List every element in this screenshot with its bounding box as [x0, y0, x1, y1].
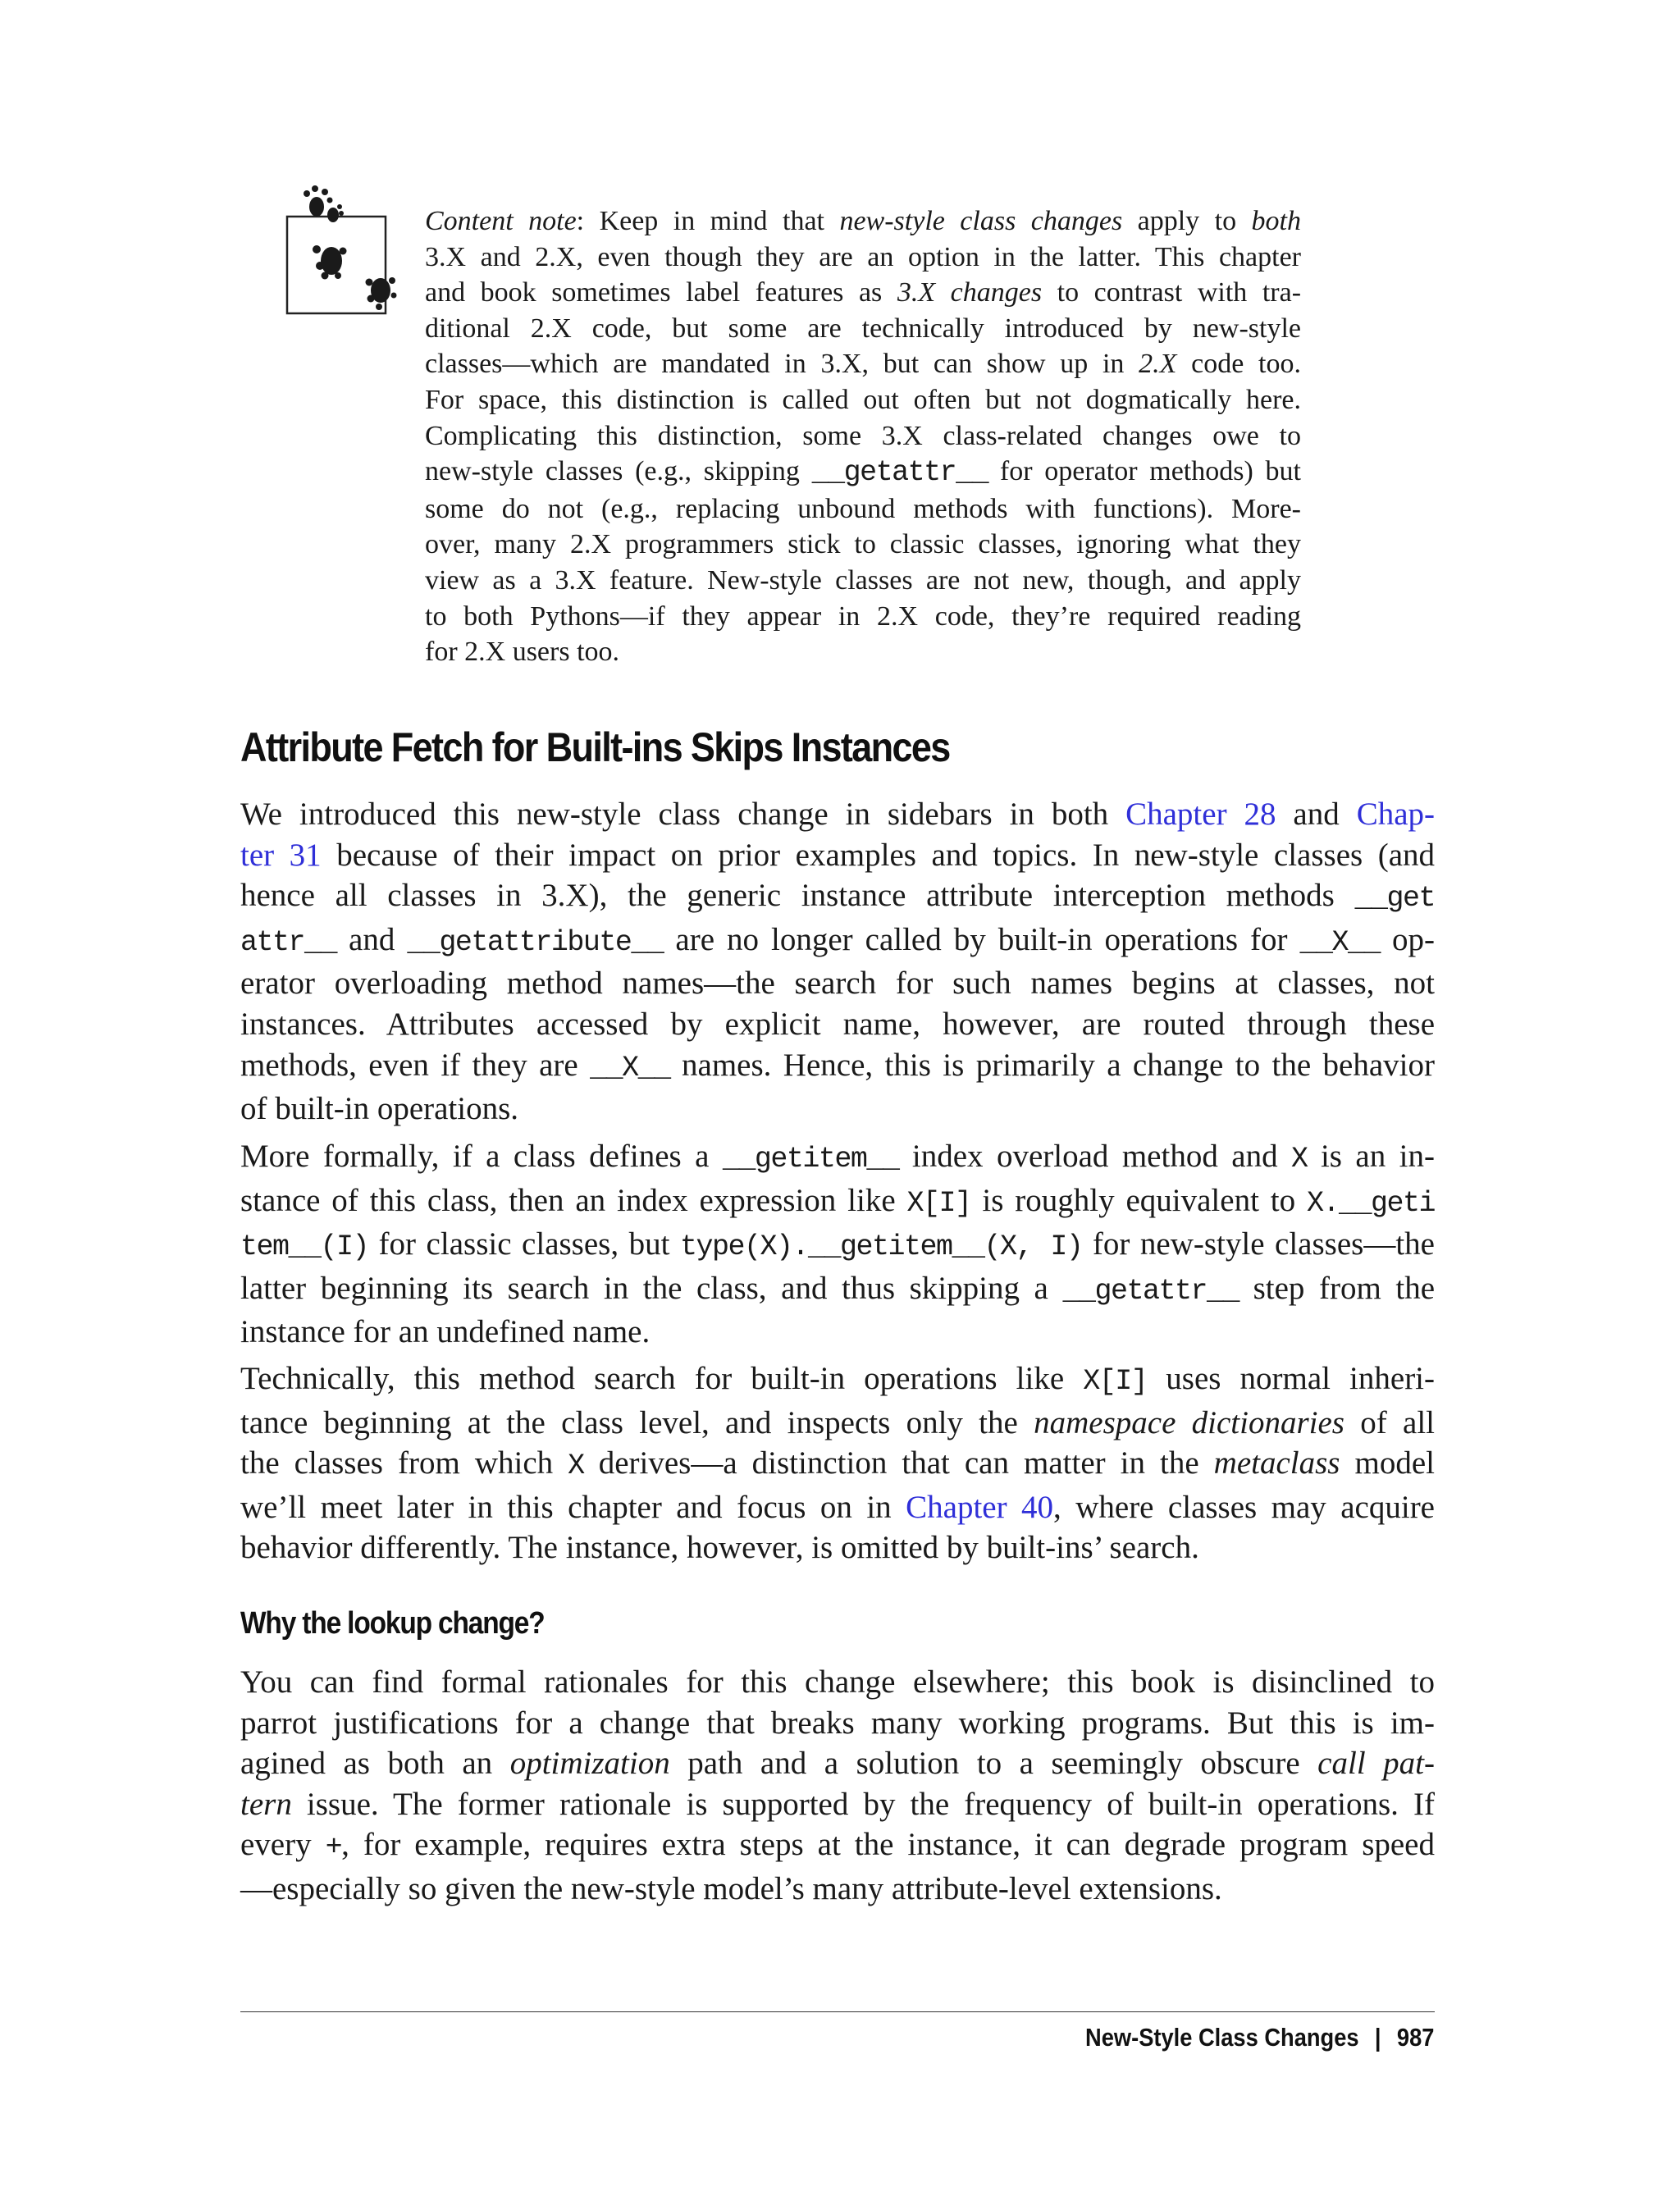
note-line: to both Pythons—if they appear in 2.X code, they’re required reading — [425, 600, 1301, 632]
page-number: 987 — [1396, 2023, 1434, 2052]
text-line: every +, for example, requires extra steps at the instance, it can degrade program speed — [240, 1827, 1435, 1865]
text-line: behavior differently. The instance, however, is omitted by built-ins’ search. — [240, 1530, 1199, 1566]
note-line: Complicating this distinction, some 3.X class-related changes owe to — [425, 420, 1301, 451]
note-line: some do not (e.g., replacing unbound methods with functions). More- — [425, 493, 1301, 524]
paragraph-1 — [240, 794, 1435, 1130]
text-line: latter beginning its search in the class, and thus skipping a __getattr__ step from the — [240, 1270, 1436, 1308]
note-line: Content note: Keep in mind that new-style class changes apply to both — [425, 206, 1301, 236]
text-line: ter 31 because of their impact on prior examples and topics. In new-style classes (and — [240, 837, 1435, 873]
note-line: for 2.X users too. — [425, 637, 620, 668]
chapter-31-link[interactable]: Chap- — [1356, 797, 1435, 832]
text-line: parrot justifications for a change that breaks many working programs. But this is im- — [240, 1705, 1435, 1741]
text-line: instance for an undefined name. — [240, 1314, 651, 1350]
note-line: classes—which are mandated in 3.X, but can show up in 2.X code too. — [425, 349, 1301, 380]
text-line: —especially so given the new-style model’s many attribute-level extensions. — [240, 1870, 1222, 1906]
raccoon-tracks-icon — [284, 185, 407, 317]
text-line: You can find formal rationales for this change elsewhere; this book is disinclined to — [240, 1664, 1435, 1700]
text-line: attr__ and __getattribute__ are no longer called by built-in operations for __X__ op- — [240, 921, 1435, 959]
footer-section-title: New-Style Class Changes — [1084, 2023, 1359, 2052]
text-line: tance beginning at the class level, and inspects only the namespace dictionaries of all — [240, 1404, 1436, 1440]
chapter-28-link[interactable]: Chapter 28 — [1125, 797, 1276, 832]
note-line: ditional 2.X code, but some are technically introduced by new-style — [425, 313, 1301, 344]
note-line: 3.X and 2.X, even though they are an option in the latter. This chapter — [425, 241, 1301, 272]
text-line: we’ll meet later in this chapter and focus on in Chapter 40, where classes may acquire — [240, 1489, 1435, 1525]
text-line: Technically, this method search for built-in operations like X[I] uses normal inheri- — [240, 1361, 1436, 1398]
note-line: view as a 3.X feature. New-style classes are not new, though, and apply — [425, 564, 1301, 596]
note-line: For space, this distinction is called out often but not dogmatically here. — [425, 384, 1301, 415]
paragraph-3 — [240, 1358, 1435, 1568]
note-line: and book sometimes label features as 3.X changes to contrast with tra- — [425, 277, 1302, 308]
page-footer — [1085, 2023, 1434, 2052]
text-line: erator overloading method names—the search for such names begins at classes, not — [240, 966, 1435, 1002]
text-line: More formally, if a class defines a __getitem__ index overload method and X is an in- — [240, 1139, 1435, 1176]
text-line: We introduced this new-style class change in sidebars in both Chapter 28 and Chap- — [240, 797, 1435, 832]
paragraph-2 — [240, 1136, 1435, 1353]
text-line: instances. Attributes accessed by explicit name, however, are routed through these — [240, 1006, 1435, 1042]
text-line: methods, even if they are __X__ names. Hence, this is primarily a change to the behavior — [240, 1047, 1435, 1084]
footer-rule — [240, 2011, 1435, 2012]
section-heading: Attribute Fetch for Built-ins Skips Instances — [240, 724, 950, 770]
chapter-31-link[interactable]: ter 31 — [240, 837, 322, 873]
note-text — [425, 203, 1301, 670]
text-line: tem__(I) for classic classes, but type(X).__getitem__(X, I) for new-style classes—the — [240, 1226, 1435, 1264]
note-line: over, many 2.X programmers stick to classic classes, ignoring what they — [425, 529, 1301, 560]
text-line: stance of this class, then an index expression like X[I] is roughly equivalent to X.__geti — [240, 1182, 1436, 1220]
text-line: agined as both an optimization path and a solution to a seemingly obscure call pat- — [240, 1746, 1436, 1782]
text-line: of built-in operations. — [240, 1091, 519, 1127]
note-line: new-style classes (e.g., skipping __getattr__ for operator methods) but — [425, 456, 1301, 490]
text-line: the classes from which X derives—a distinction that can matter in the metaclass model — [240, 1445, 1435, 1483]
paragraph-4 — [240, 1662, 1435, 1910]
chapter-40-link[interactable]: Chapter 40 — [906, 1489, 1054, 1525]
note-label: Content note — [425, 206, 577, 236]
text-line: tern issue. The former rationale is supported by the frequency of built-in operations. If — [240, 1786, 1435, 1822]
subsection-heading: Why the lookup change? — [240, 1606, 545, 1641]
text-line: hence all classes in 3.X), the generic instance attribute interception methods __get — [240, 878, 1435, 915]
footer-separator: | — [1374, 2023, 1381, 2052]
